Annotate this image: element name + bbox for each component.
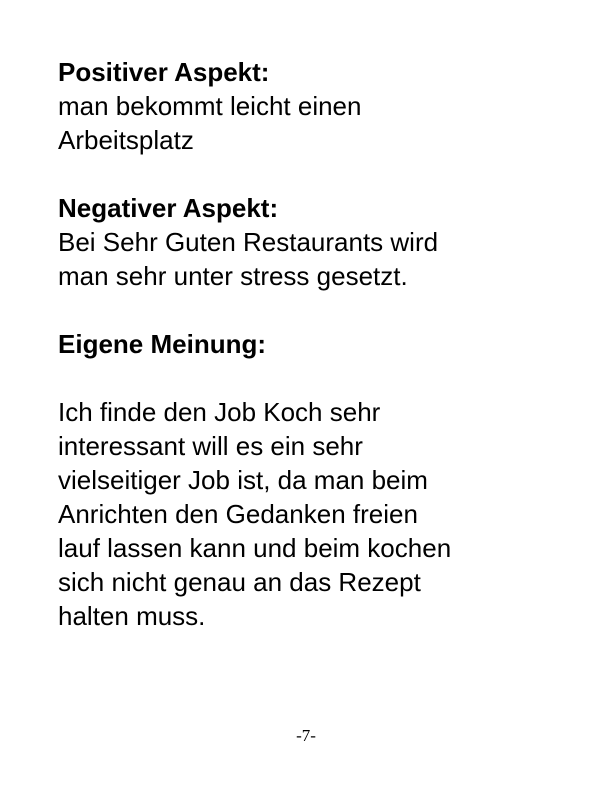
section-text bbox=[58, 395, 588, 633]
text-line: sich nicht genau an das Rezept bbox=[58, 567, 421, 597]
section-heading: Eigene Meinung: bbox=[58, 329, 266, 359]
text-line: halten muss. bbox=[58, 601, 206, 631]
text-line: Anrichten den Gedanken freien bbox=[58, 499, 418, 529]
section-positive-aspect bbox=[58, 55, 588, 157]
page-number: -7- bbox=[296, 726, 316, 745]
section-own-opinion bbox=[58, 327, 588, 633]
text-line: lauf lassen kann und beim kochen bbox=[58, 533, 452, 563]
text-line: Bei Sehr Guten Restaurants wird bbox=[58, 227, 439, 257]
blank-line bbox=[58, 157, 588, 191]
blank-line bbox=[58, 293, 588, 327]
document-body bbox=[58, 55, 588, 633]
text-line: Ich finde den Job Koch sehr bbox=[58, 397, 381, 427]
text-line: interessant will es ein sehr bbox=[58, 431, 363, 461]
text-line: Arbeitsplatz bbox=[58, 125, 194, 155]
section-negative-aspect bbox=[58, 191, 588, 293]
section-text bbox=[58, 89, 588, 157]
text-line: vielseitiger Job ist, da man beim bbox=[58, 465, 428, 495]
section-text bbox=[58, 225, 588, 293]
section-heading: Negativer Aspekt: bbox=[58, 193, 279, 223]
text-line: man sehr unter stress gesetzt. bbox=[58, 261, 408, 291]
text-line: man bekommt leicht einen bbox=[58, 91, 362, 121]
section-heading: Positiver Aspekt: bbox=[58, 57, 270, 87]
blank-line bbox=[58, 361, 588, 395]
